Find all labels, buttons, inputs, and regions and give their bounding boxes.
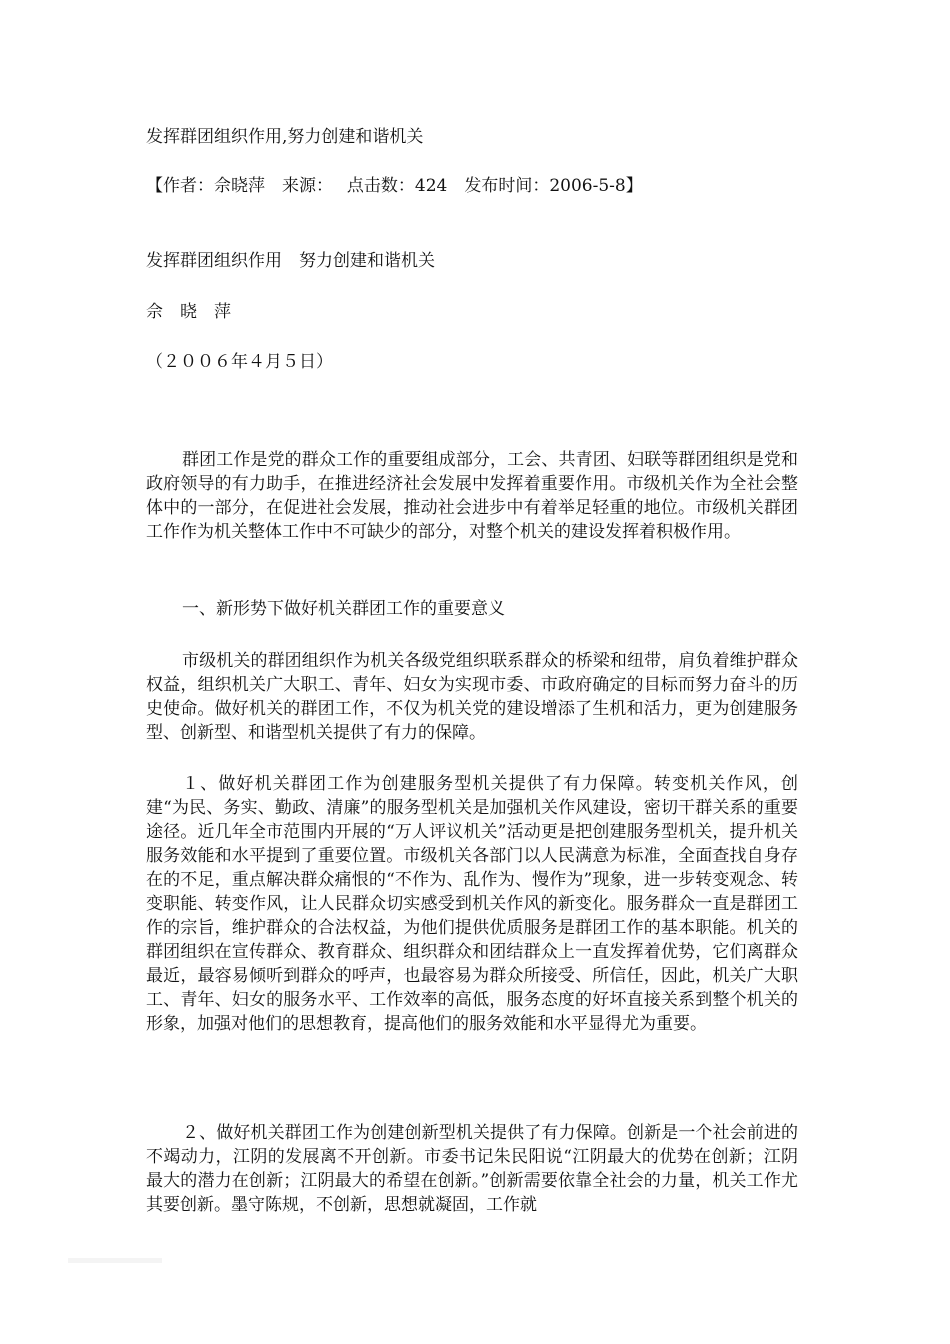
faint-footer-mark — [0, 1255, 170, 1267]
section-heading-1: 一、新形势下做好机关群团工作的重要意义 — [182, 599, 505, 619]
paragraph-intro: 群团工作是党的群众工作的重要组成部分，工会、共青团、妇联等群团组织是党和政府领导的有力助手，在推进经济社会发展中发挥着重要作用。市级机关作为全社会整体中的一部分，在促进社会发展，推动社会进步中有着举足轻重的地位。市级机关群团工作作为机关整体工作中不可缺少的部分，对整个机关的建设发挥着积极作用。 — [146, 450, 798, 542]
paragraph-point-1: １、做好机关群团工作为创建服务型机关提供了有力保障。转变机关作风，创建“为民、务实、勤政、清廉”的服务型机关是加强机关作风建设，密切干群关系的重要途径。近几年全市范围内开展的“万人评议机关”活动更是把创建服务型机关，提升机关服务效能和水平提到了重要位置。市级机关各部门以人民满意为标准，全面查找自身存在的不足，重点解决群众痛恨的“不作为、乱作为、慢作为”现象，进一步转变观念、转变职能、转变作风，让人民群众切实感受到机关作风的新变化。服务群众一直是群团工作的宗旨，维护群众的合法权益，为他们提供优质服务是群团工作的基本职能。机关的群团组织在宣传群众、教育群众、组织群众和团结群众上一直发挥着优势，它们离群众最近，最容易倾听到群众的呼声，也最容易为群众所接受、所信任，因此，机关广大职工、青年、妇女的服务水平、工作效率的高低，服务态度的好坏直接关系到整个机关的形象，加强对他们的思想教育，提高他们的服务效能和水平显得尤为重要。 — [146, 774, 798, 1034]
paragraph-section-1: 市级机关的群团组织作为机关各级党组织联系群众的桥梁和纽带，肩负着维护群众权益，组织机关广大职工、青年、妇女为实现市委、市政府确定的目标而努力奋斗的历史使命。做好机关的群团工作，不仅为机关党的建设增添了生机和活力，更为创建服务型、创新型、和谐型机关提供了有力的保障。 — [146, 651, 798, 743]
author-name: 佘 晓 萍 — [146, 302, 231, 322]
article-title: 发挥群团组织作用 努力创建和谐机关 — [146, 251, 435, 271]
article-date: （２００６年４月５日） — [146, 352, 333, 372]
paragraph-point-2: ２、做好机关群团工作为创建创新型机关提供了有力保障。创新是一个社会前进的不竭动力，江阴的发展离不开创新。市委书记朱民阳说“江阴最大的优势在创新；江阴最大的潜力在创新；江阴最大的希望在创新。”创新需要依靠全社会的力量，机关工作尤其要创新。墨守陈规，不创新，思想就凝固，工作就 — [146, 1123, 798, 1215]
header-title: 发挥群团组织作用,努力创建和谐机关 — [146, 127, 424, 147]
meta-line: 【作者：佘晓萍 来源： 点击数：424 发布时间：2006-5-8】 — [146, 176, 643, 196]
